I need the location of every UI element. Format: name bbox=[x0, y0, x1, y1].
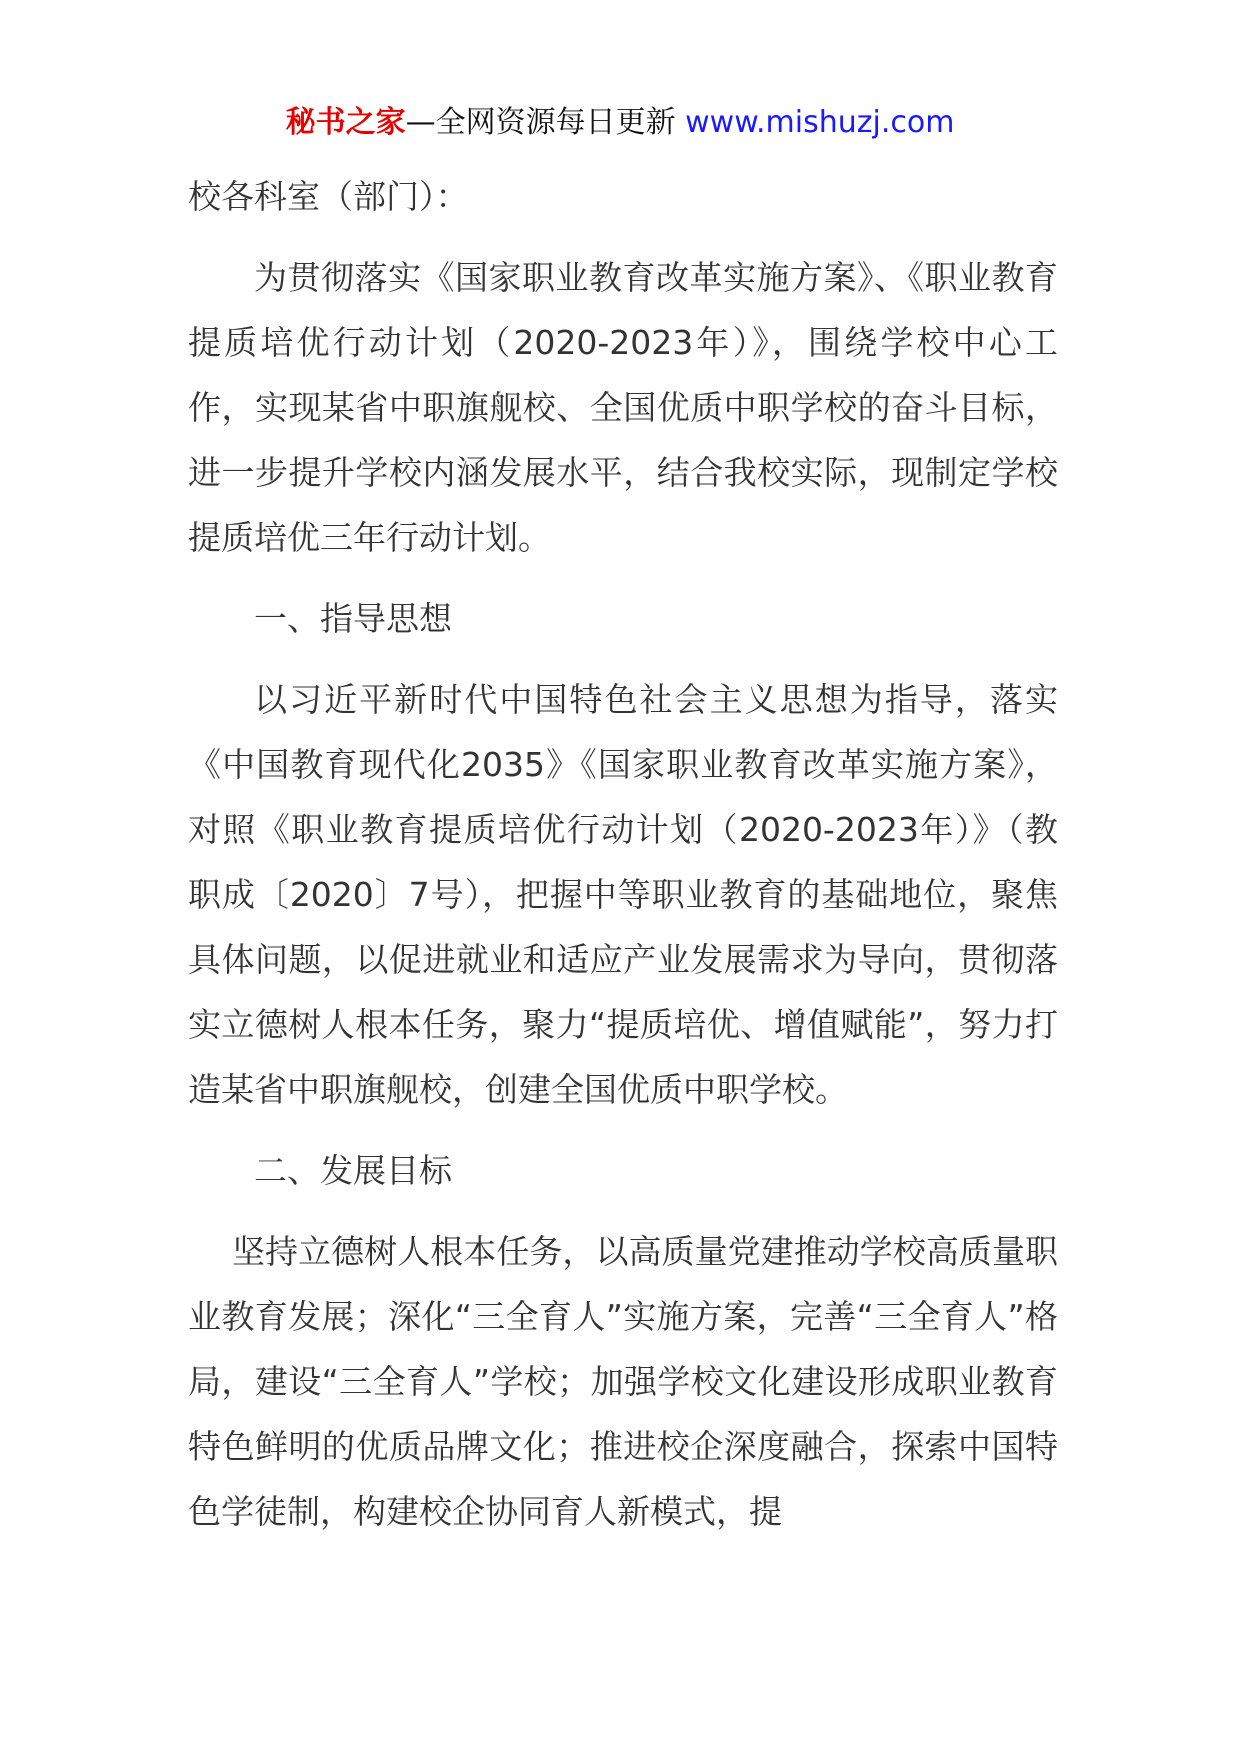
section-heading-guiding-ideology: 一、指导思想 bbox=[254, 599, 452, 638]
site-url-link[interactable]: www.mishuzj.com bbox=[685, 105, 955, 140]
document-body bbox=[188, 164, 1058, 1560]
header-tagline: —全网资源每日更新 bbox=[405, 105, 676, 140]
salutation: 校各科室（部门）： bbox=[188, 177, 469, 216]
intro-paragraph: 为贯彻落实《国家职业教育改革实施方案》、《职业教育提质培优行动计划（2020-2023年）》，围绕学校中心工作，实现某省中职旗舰校、全国优质中职学校的奋斗目标，进一步提升学校内涵发展水平，结合我校实际，现制定学校提质培优三年行动计划。 bbox=[188, 258, 1058, 557]
guiding-ideology-paragraph: 以习近平新时代中国特色社会主义思想为指导，落实《中国教育现代化2035》《国家职业教育改革实施方案》，对照《职业教育提质培优行动计划（2020-2023年）》（教职成〔2020〕7号），把握中等职业教育的基础地位，聚焦具体问题，以促进就业和适应产业发展需求为导向，贯彻落实立德树人根本任务，聚力“提质培优、增值赋能”，努力打造某省中职旗舰校，创建全国优质中职学校。 bbox=[188, 680, 1058, 1109]
section-heading-development-goals: 二、发展目标 bbox=[254, 1151, 452, 1190]
brand-name: 秘书之家 bbox=[285, 105, 406, 140]
site-header bbox=[0, 100, 1240, 146]
development-goals-paragraph: 坚持立德树人根本任务，以高质量党建推动学校高质量职业教育发展；深化“三全育人”实施方案，完善“三全育人”格局，建设“三全育人”学校；加强学校文化建设形成职业教育特色鲜明的优质品牌文化；推进校企深度融合，探索中国特色学徒制，构建校企协同育人新模式，提 bbox=[188, 1232, 1058, 1531]
